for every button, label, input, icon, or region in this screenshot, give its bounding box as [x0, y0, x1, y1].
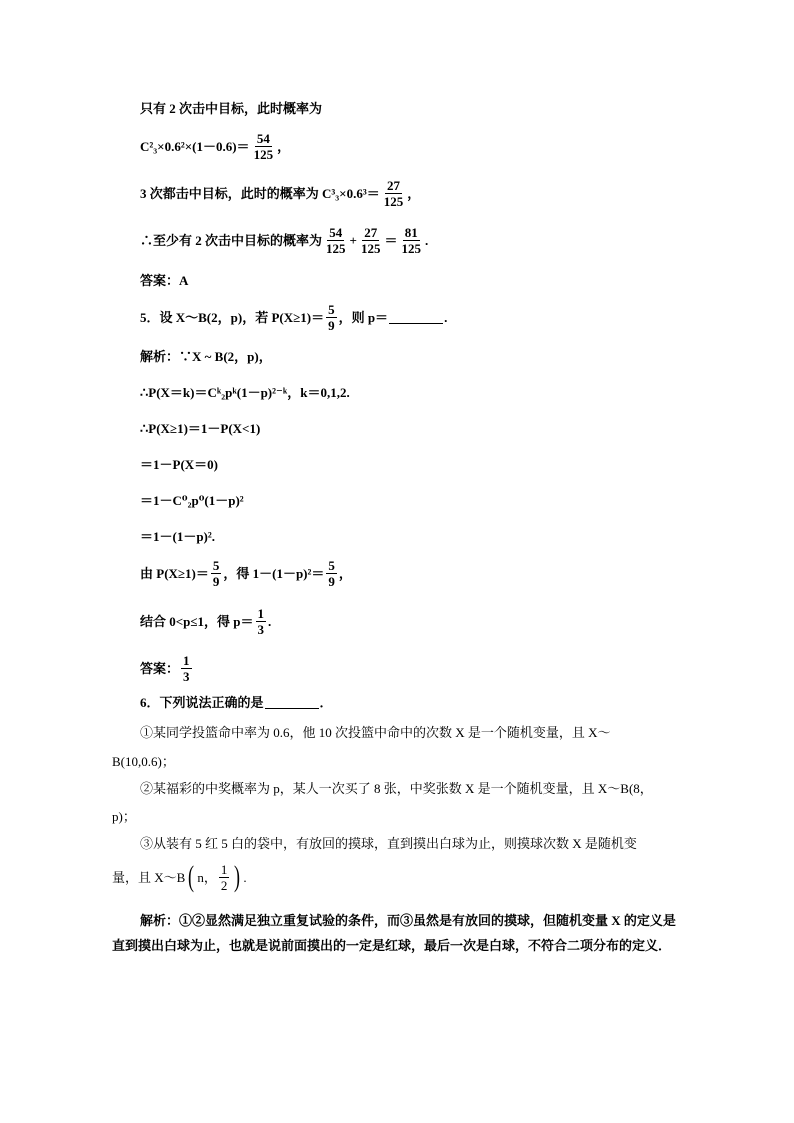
- question-5: 5．设 X～B(2，p)，若 P(X≥1)＝ $\frac{5}{9}$ ，则 p＝ .: [140, 302, 448, 333]
- left-paren: (: [188, 860, 195, 893]
- fraction: $\frac{1}{3}$: [183, 653, 190, 684]
- option-2-line-2: p)；: [112, 809, 136, 824]
- solution-line-1: 解析：∵X ~ B(2，p)，: [140, 349, 272, 364]
- solution-line-2: ∴P(X＝k)＝Cᵏ₂pᵏ(1－p)²⁻ᵏ，k＝0,1,2.: [140, 385, 350, 400]
- question-6: 6．下列说法正确的是 ．: [140, 695, 333, 710]
- option-3-line-2: 量，且 X～B ( n， $\frac{1}{2}$ ) .: [112, 860, 247, 893]
- right-paren: ): [234, 860, 241, 893]
- option-1-line-1: ①某同学投篮命中率为 0.6，他 10 次投篮中命中的次数 X 是一个随机变量，且 X～: [140, 725, 611, 740]
- fraction: $\frac{81}{125}$: [401, 225, 421, 256]
- formula-two-hits-probability: C²₃×0.6²×(1－0.6)＝ $\frac{54}{125}$ ，: [140, 131, 291, 162]
- answer-blank: [389, 311, 443, 324]
- solution-line-7: 由 P(X≥1)＝ $\frac{5}{9}$ ，得 1－(1－p)²＝ $\frac{5}{9}$ ，: [140, 558, 352, 589]
- fraction: $\frac{27}{125}$: [360, 225, 381, 256]
- explanation-q6: 解析：①②显然满足独立重复试验的条件，而③虽然是有放回的摸球，但随机变量 X 的定义是直到摸出白球为止，也就是说前面摸出的一定是红球，最后一次是白球，不符合二项分布的定义．: [112, 913, 676, 953]
- option-2-line-1: ②某福彩的中奖概率为 p，某人一次买了 8 张，中奖张数 X 是一个随机变量，且 X～B(8，: [140, 781, 653, 796]
- fraction: $\frac{54}{125}$: [253, 131, 274, 162]
- fraction: $\frac{1}{2}$: [220, 861, 228, 893]
- fraction: $\frac{27}{125}$: [383, 178, 404, 209]
- fraction: $\frac{5}{9}$: [328, 558, 335, 589]
- solution-line-3: ∴P(X≥1)＝1－P(X<1): [140, 421, 261, 436]
- fraction: $\frac{1}{3}$: [257, 606, 265, 637]
- solution-line-5: ＝1－C⁰₂p⁰(1－p)²: [140, 493, 244, 508]
- formula-at-least-two-hits: ∴至少有 2 次击中目标的概率为 $\frac{54}{125}$ + $\frac{27}{125}$ ＝ $\frac{81}{125}$ .: [140, 225, 429, 256]
- fraction: $\frac{5}{9}$: [328, 302, 335, 333]
- option-3-line-1: ③从装有 5 红 5 白的袋中，有放回的摸球，直到摸出白球为止，则摸球次数 X 是随机变: [140, 836, 637, 851]
- solution-line-4: ＝1－P(X＝0): [140, 457, 218, 472]
- formula-three-hits-probability: 3 次都击中目标，此时的概率为 C³₃×0.6³＝ $\frac{27}{125}$ ，: [140, 178, 421, 209]
- option-1-line-2: B(10,0.6)；: [112, 754, 175, 769]
- answer-blank: [265, 696, 319, 709]
- solution-line-6: ＝1－(1－p)².: [140, 529, 216, 544]
- answer-q5: 答案： $\frac{1}{3}$: [140, 653, 190, 684]
- fraction: $\frac{54}{125}$: [326, 225, 346, 256]
- answer-q4: 答案：A: [140, 273, 189, 288]
- text-line-two-hits: 只有 2 次击中目标，此时概率为: [140, 101, 323, 116]
- solution-line-8: 结合 0<p≤1，得 p＝ $\frac{1}{3}$ .: [140, 606, 272, 637]
- fraction: $\frac{5}{9}$: [212, 558, 220, 589]
